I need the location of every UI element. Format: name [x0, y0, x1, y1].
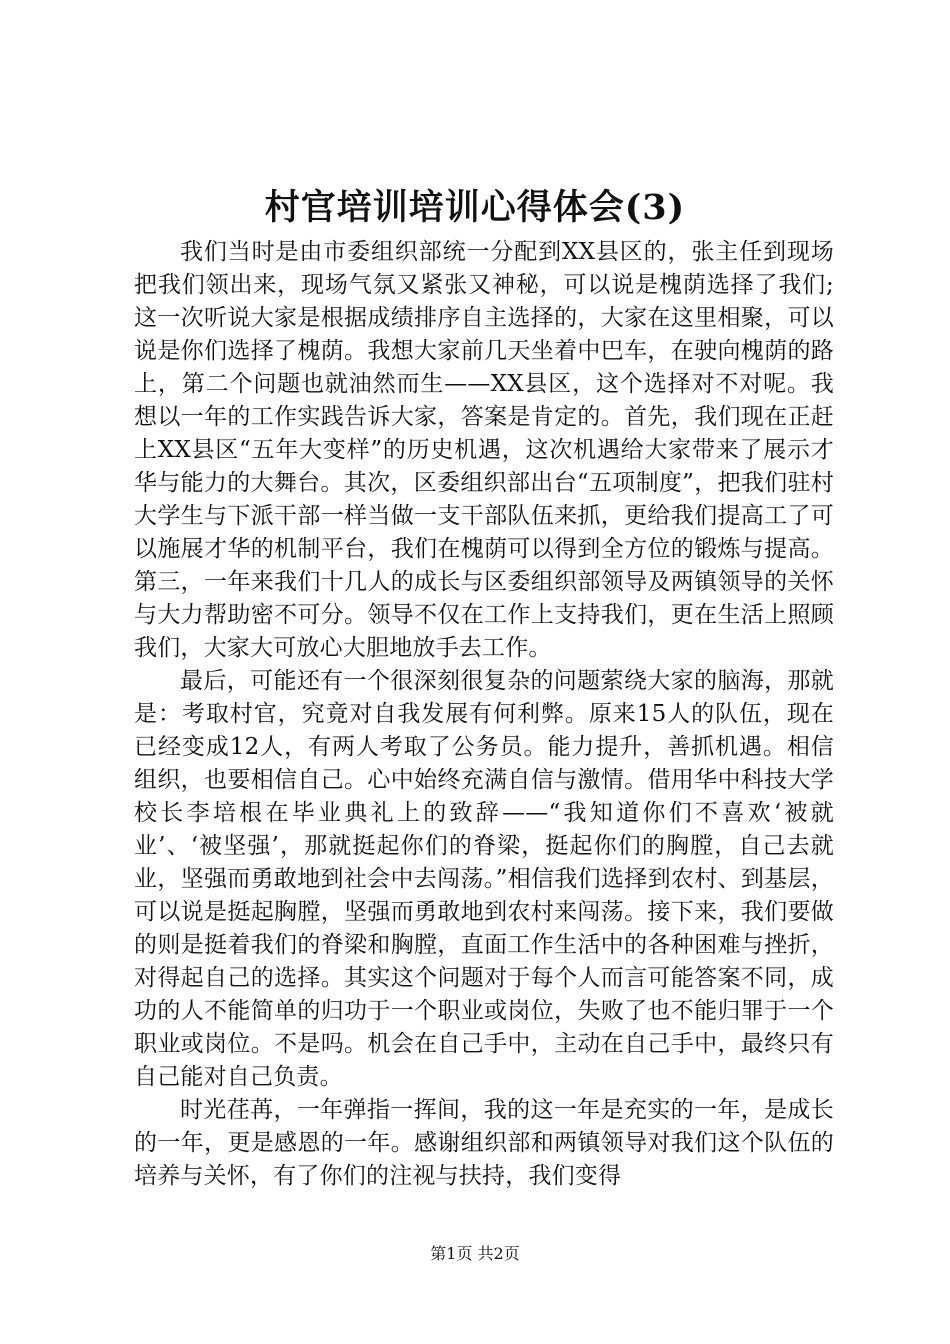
page-footer: 第1页 共2页 [430, 1244, 520, 1263]
paragraph-3: 时光荏苒，一年弹指一挥间，我的这一年是充实的一年，是成长的一年，更是感恩的一年。感谢组织部和两镇领导对我们这个队伍的培养与关怀，有了你们的注视与扶持，我们变得 [134, 1097, 834, 1189]
paragraph-1: 我们当时是由市委组织部统一分配到XX县区的，张主任到现场把我们领出来，现场气氛又紧张又神秘，可以说是槐荫选择了我们;这一次听说大家是根据成绩排序自主选择的，大家在这里相聚，可以说是你们选择了槐荫。我想大家前几天坐着中巴车，在驶向槐荫的路上，第二个问题也就油然而生——XX县区，这个选择对不对呢。我想以一年的工作实践告诉大家，答案是肯定的。首先，我们现在正赶上XX县区“五年大变样”的历史机遇，这次机遇给大家带来了展示才华与能力的大舞台。其次，区委组织部出台“五项制度”，把我们驻村大学生与下派干部一样当做一支干部队伍来抓，更给我们提高工了可以施展才华的机制平台，我们在槐荫可以得到全方位的锻炼与提高。第三，一年来我们十几人的成长与区委组织部领导及两镇领导的关怀与大力帮助密不可分。领导不仅在工作上支持我们，更在生活上照顾我们，大家大可放心大胆地放手去工作。 [134, 239, 834, 661]
paragraph-2: 最后，可能还有一个很深刻很复杂的问题萦绕大家的脑海，那就是：考取村官，究竟对自我发展有何利弊。原来15人的队伍，现在已经变成12人，有两人考取了公务员。能力提升，善抓机遇。相信组织，也要相信自己。心中始终充满自信与激情。借用华中科技大学校长李培根在毕业典礼上的致辞——“我知道你们不喜欢‘被就业’、‘被坚强’，那就挺起你们的脊梁，挺起你们的胸膛，自己去就业，坚强而勇敢地到社会中去闯荡。”相信我们选择到农村、到基层，可以说是挺起胸膛，坚强而勇敢地到农村来闯荡。接下来，我们要做的则是挺着我们的脊梁和胸膛，直面工作生活中的各种困难与挫折，对得起自己的选择。其实这个问题对于每个人而言可能答案不同，成功的人不能简单的归功于一个职业或岗位，失败了也不能归罪于一个职业或岗位。不是吗。机会在自己手中，主动在自己手中，最终只有自己能对自己负责。 [134, 668, 834, 1090]
document-title: 村官培训培训心得体会(3) [264, 187, 686, 228]
document-body [134, 236, 834, 1193]
